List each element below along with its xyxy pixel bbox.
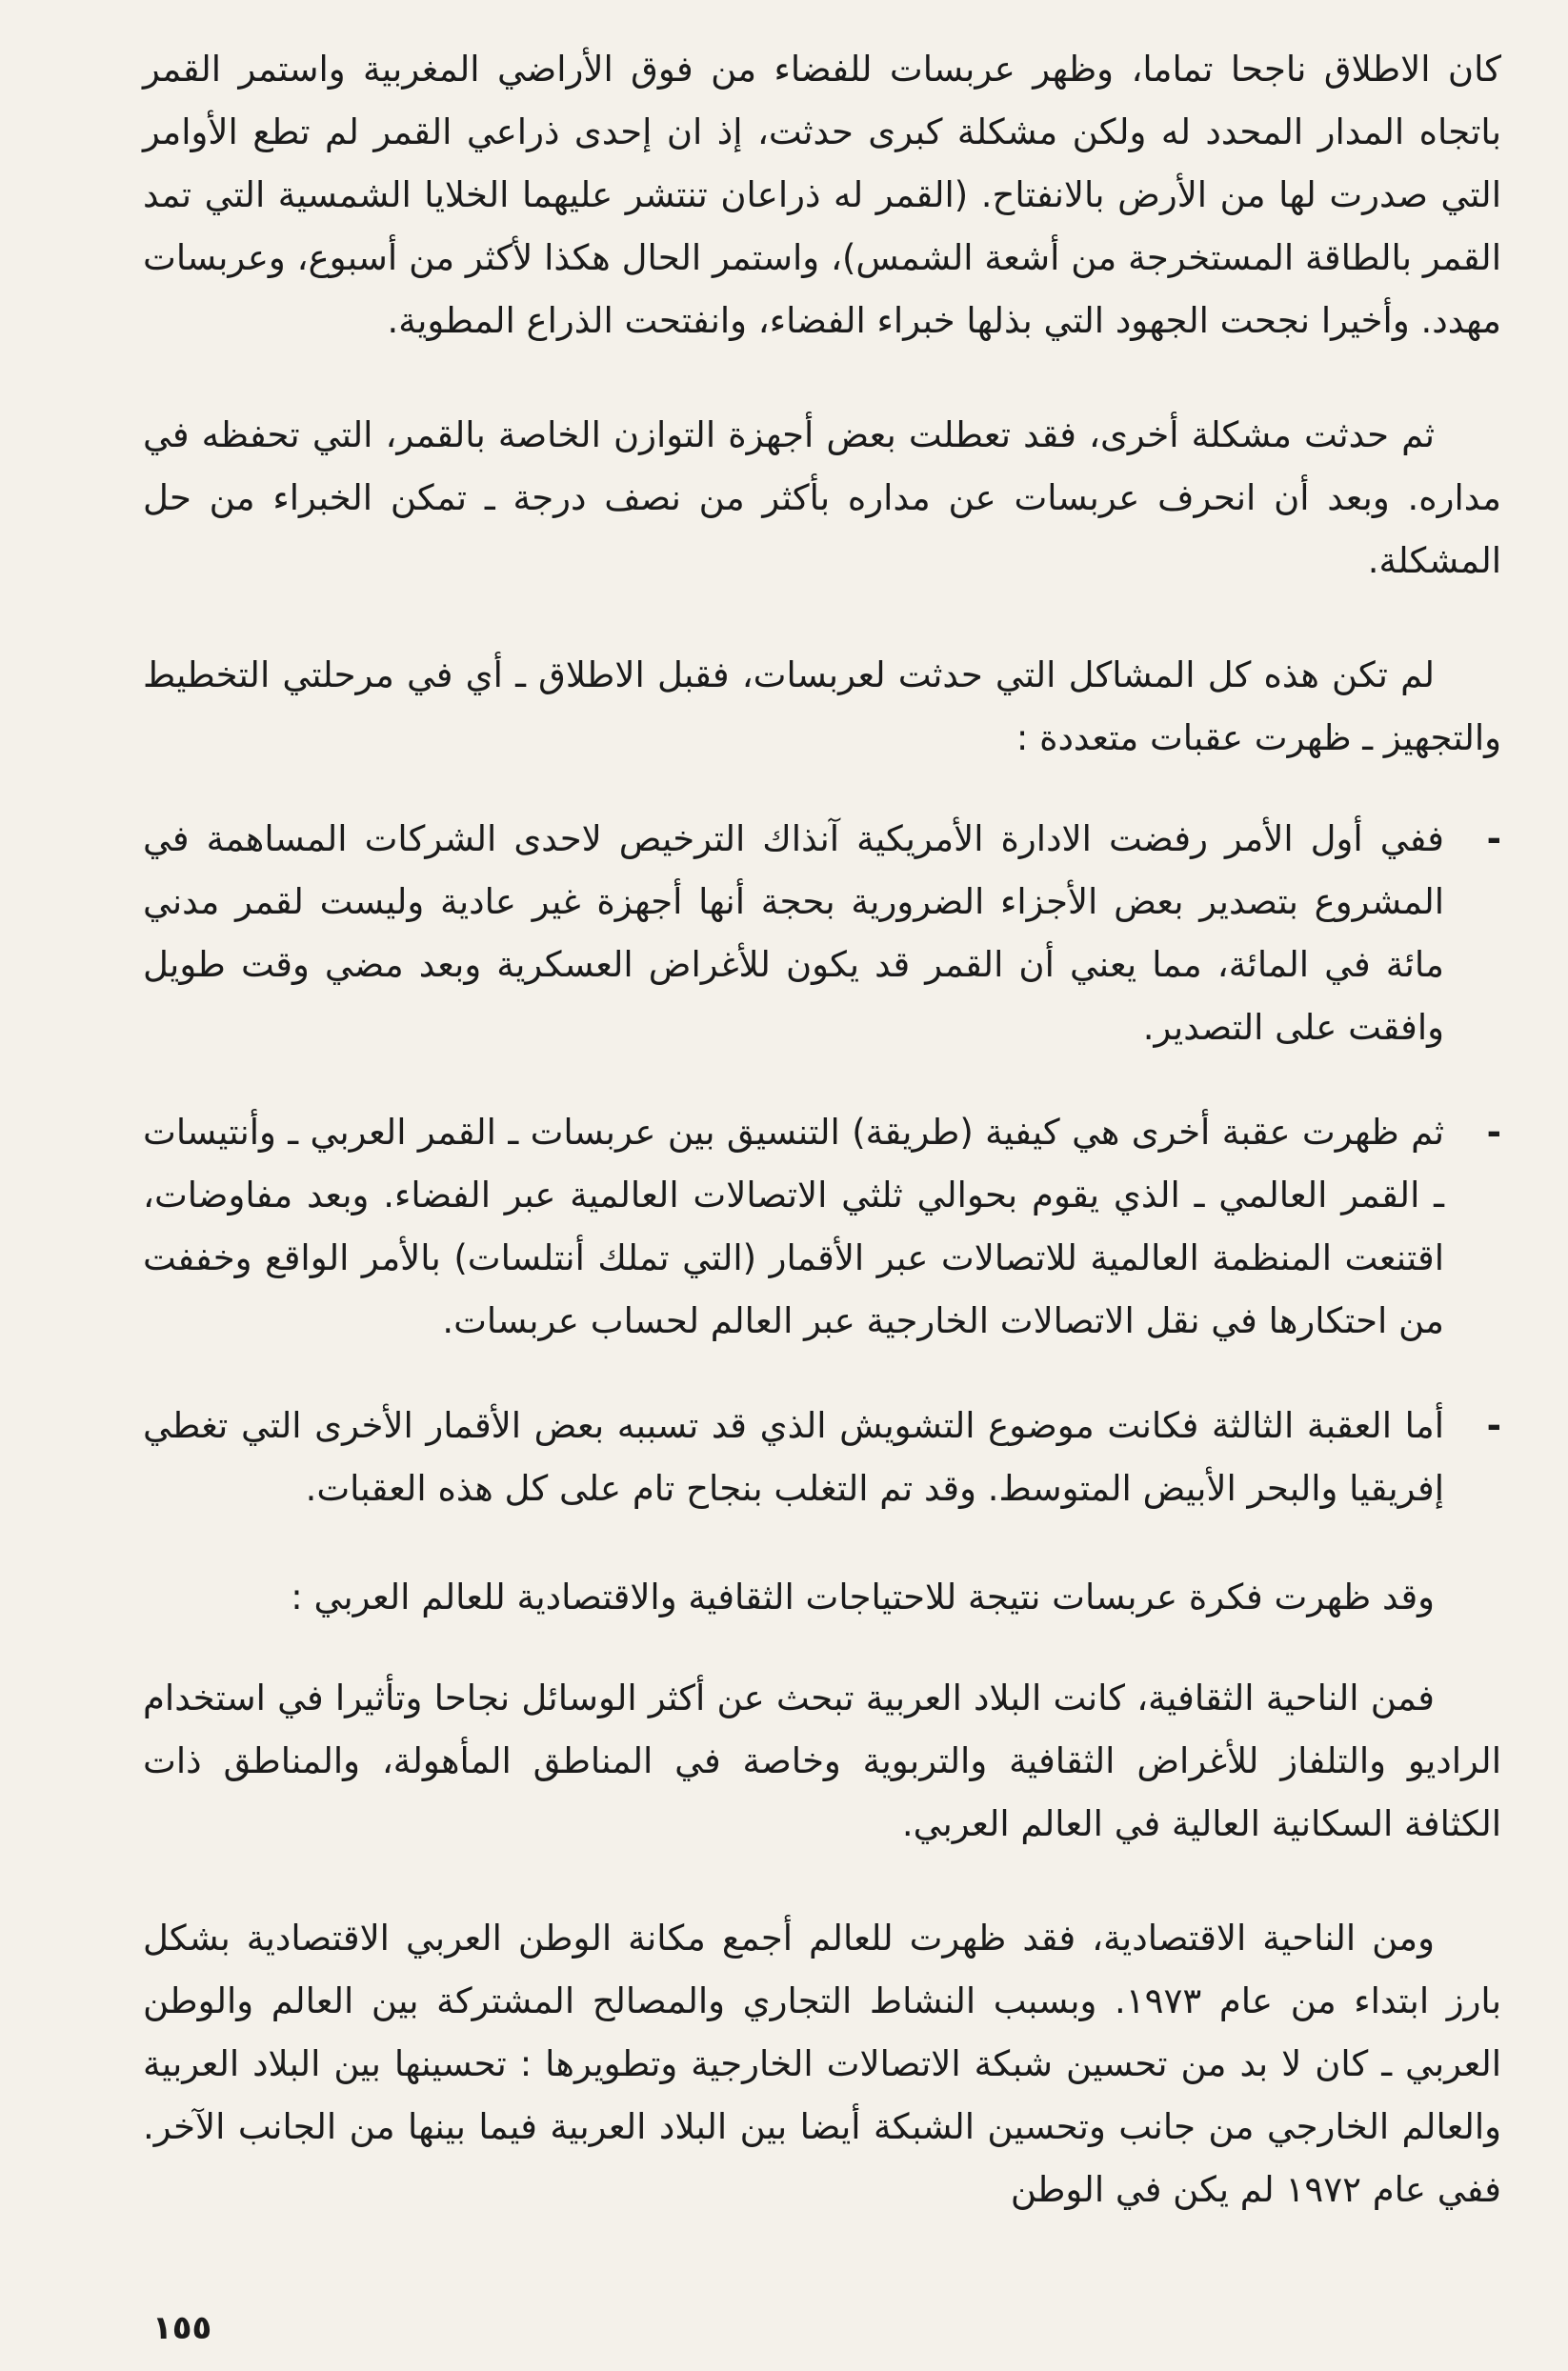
paragraph-launch: كان الاطلاق ناجحا تماما، وظهر عربسات للفضاء من فوق الأراضي المغربية واستمر القمر باتجاه المدار المحدد له ولكن مشكلة كبرى حدثت، إذ ان إحدى ذراعي القمر لم تطع الأوامر التي صدرت لها من الأرض بالانفتاح. (القمر له ذراعان تنتشر عليهما الخلايا الشمسية التي تمد القمر بالطاقة المستخرجة من أشعة الشمس)، واستمر الحال هكذا لأكثر من أسبوع، وعربسات مهدد. وأخيرا نجحت الجهود التي بذلها خبراء الفضاء، وانفتحت الذراع المطوية.	[143, 49, 1501, 341]
list-item	[143, 1101, 1501, 1353]
list-item	[143, 1395, 1501, 1520]
bullet-dash: -	[1486, 1112, 1501, 1153]
page-number: ١٥٥	[152, 2309, 212, 2347]
page-body	[143, 38, 1501, 2221]
bullet-dash: -	[1486, 1405, 1501, 1446]
paragraph-idea-origin: وقد ظهرت فكرة عربسات نتيجة للاحتياجات الثقافية والاقتصادية للعالم العربي :	[291, 1577, 1435, 1618]
bullet-dash: -	[1486, 818, 1501, 859]
list-item-text: ثم ظهرت عقبة أخرى هي كيفية (طريقة) التنسيق بين عربسات ـ القمر العربي ـ وأنتيسات ـ القمر العالمي ـ الذي يقوم بحوالي ثلثي الاتصالات العالمية عبر الفضاء. وبعد مفاوضات، اقتنعت المنظمة العالمية للاتصالات عبر الأقمار (التي تملك أنتلسات) بالأمر الواقع وخففت من احتكارها في نقل الاتصالات الخارجية عبر العالم لحساب عربسات.	[143, 1112, 1444, 1341]
list-item-text: أما العقبة الثالثة فكانت موضوع التشويش الذي قد تسببه بعض الأقمار الأخرى التي تغطي إفريقيا والبحر الأبيض المتوسط. وقد تم التغلب بنجاح تام على كل هذه العقبات.	[143, 1405, 1444, 1509]
paragraph-obstacles-intro: لم تكن هذه كل المشاكل التي حدثت لعربسات، فقبل الاطلاق ـ أي في مرحلتي التخطيط والتجهيز ـ ظهرت عقبات متعددة :	[143, 654, 1501, 758]
obstacles-list	[143, 808, 1501, 1520]
list-item-text: ففي أول الأمر رفضت الادارة الأمريكية آنذاك الترخيص لاحدى الشركات المساهمة في المشروع بتصدير بعض الأجزاء الضرورية بحجة أنها أجهزة غير عادية وليست لقمر مدني مائة في المائة، مما يعني أن القمر قد يكون للأغراض العسكرية وبعد مضي وقت طويل وافقت على التصدير.	[143, 818, 1444, 1048]
paragraph-cultural: فمن الناحية الثقافية، كانت البلاد العربية تبحث عن أكثر الوسائل نجاحا وتأثيرا في استخدام الراديو والتلفاز للأغراض الثقافية والتربوية وخاصة في المناطق المأهولة، والمناطق ذات الكثافة السكانية العالية في العالم العربي.	[143, 1678, 1501, 1844]
list-item	[143, 808, 1501, 1059]
paragraph-balance-problem: ثم حدثت مشكلة أخرى، فقد تعطلت بعض أجهزة التوازن الخاصة بالقمر، التي تحفظه في مداره. وبعد أن انحرف عربسات عن مداره بأكثر من نصف درجة ـ تمكن الخبراء من حل المشكلة.	[143, 414, 1501, 581]
paragraph-economic: ومن الناحية الاقتصادية، فقد ظهرت للعالم أجمع مكانة الوطن العربي الاقتصادية بشكل بارز ابتداء من عام ١٩٧٣. وبسبب النشاط التجاري والمصالح المشتركة بين العالم والوطن العربي ـ كان لا بد من تحسين شبكة الاتصالات الخارجية وتطويرها : تحسينها بين البلاد العربية والعالم الخارجي من جانب وتحسين الشبكة أيضا بين البلاد العربية فيما بينها من الجانب الآخر. ففي عام ١٩٧٢ لم يكن في الوطن	[143, 1918, 1502, 2210]
